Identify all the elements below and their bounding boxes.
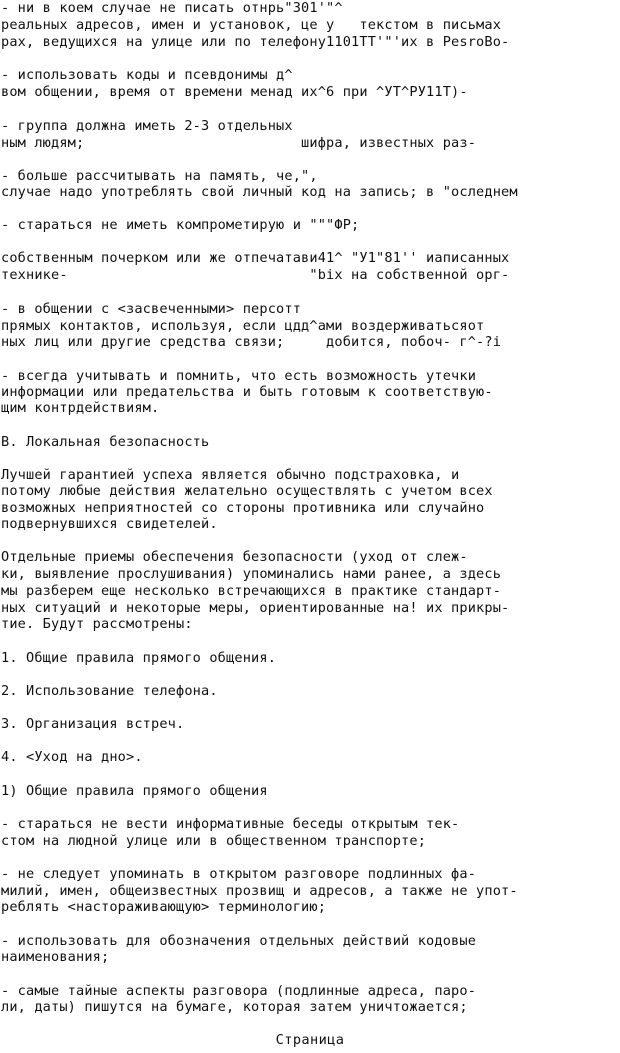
list-item: 1. Общие правила прямого общения.	[1, 650, 277, 666]
text-line: потому любые действия желательно осуществлять с учетом всех	[1, 483, 493, 499]
text-line: ки, выявление прослушивания) упоминались нами ранее, а здесь	[1, 566, 502, 582]
text-line: наименования;	[1, 949, 110, 965]
text-line: - стараться не вести информативные беседы открытым тек-	[1, 816, 460, 832]
text-line: - в общении с <засвеченными> персотт	[1, 301, 302, 317]
text-line: технике- "bix на собственной орг-	[1, 267, 510, 283]
text-line: ных ситуаций и некоторые меры, ориентированные на! их прикры-	[1, 600, 510, 616]
text-line: возможных неприятностей со стороны противника или случайно	[1, 500, 485, 516]
text-line: - не следует упоминать в открытом разговоре подлинных фа-	[1, 866, 477, 882]
text-line: ли, даты) пишутся на бумаге, которая затем уничтожается;	[1, 999, 468, 1015]
text-line: мы разберем еще несколько встречающихся в практике стандарт-	[1, 583, 502, 599]
text-line: случае надо употреблять свой личный код на запись; в "оследнем	[1, 184, 518, 200]
text-line: - стараться не иметь компрометирую и """ФР;	[1, 217, 360, 233]
text-line: вом общении, время от времени менад их^6 при ^УТ^РУ11Т)-	[1, 84, 468, 100]
text-line: - самые тайные аспекты разговора (подлинные адреса, паро-	[1, 983, 477, 999]
text-line: прямых контактов, используя, если цдд^ами воздерживатьсяот	[1, 318, 485, 334]
text-line: - группа должна иметь 2-3 отдельных	[1, 118, 293, 134]
text-line: ным людям; шифра, известных раз-	[1, 135, 477, 151]
text-line: - использовать коды и псевдонимы д^	[1, 67, 293, 83]
section-heading: В. Локальная безопасность	[1, 434, 210, 450]
text-line: - всегда учитывать и помнить, что есть возможность утечки	[1, 368, 477, 384]
text-line: щим контрдействиям.	[1, 400, 160, 416]
subsection-heading: 1) Общие правила прямого общения	[1, 783, 268, 799]
text-line: стом на людной улице или в общественном транспорте;	[1, 833, 427, 849]
text-line: реальных адресов, имен и установок, це у текстом в письмах	[1, 17, 502, 33]
text-line: - ни в коем случае не писать отнрь"301'"^	[1, 0, 343, 16]
text-line: Лучшей гарантией успеха является обычно подстраховка, и	[1, 467, 460, 483]
text-line: - использовать для обозначения отдельных действий кодовые	[1, 933, 477, 949]
list-item: 2. Использование телефона.	[1, 683, 218, 699]
text-line: рах, ведущихся на улице или по телефону1101ТТ'"'их в PesroBo-	[1, 34, 510, 50]
text-line: реблять <настораживающую> терминологию;	[1, 899, 327, 915]
text-line: - больше рассчитывать на память, че,",	[1, 168, 318, 184]
text-line: Отдельные приемы обеспечения безопасности (уход от слеж-	[1, 549, 468, 565]
list-item: 4. <Уход на дно>.	[1, 749, 143, 765]
text-line: тие. Будут рассмотрены:	[1, 616, 193, 632]
text-line: милий, имен, общеизвестных прозвищ и адресов, а также не упот-	[1, 883, 518, 899]
page-footer: Страница	[275, 1032, 345, 1048]
list-item: 3. Организация встреч.	[1, 716, 185, 732]
text-line: подвернувшихся свидетелей.	[1, 516, 218, 532]
text-line: ных лиц или другие средства связи; добится, побоч- г^-?i	[1, 334, 502, 350]
text-line: информации или предательства и быть готовым к соответствую-	[1, 384, 493, 400]
text-line: собственным почерком или же отпечатави41^ "У1"81'' иаписанных	[1, 250, 510, 266]
